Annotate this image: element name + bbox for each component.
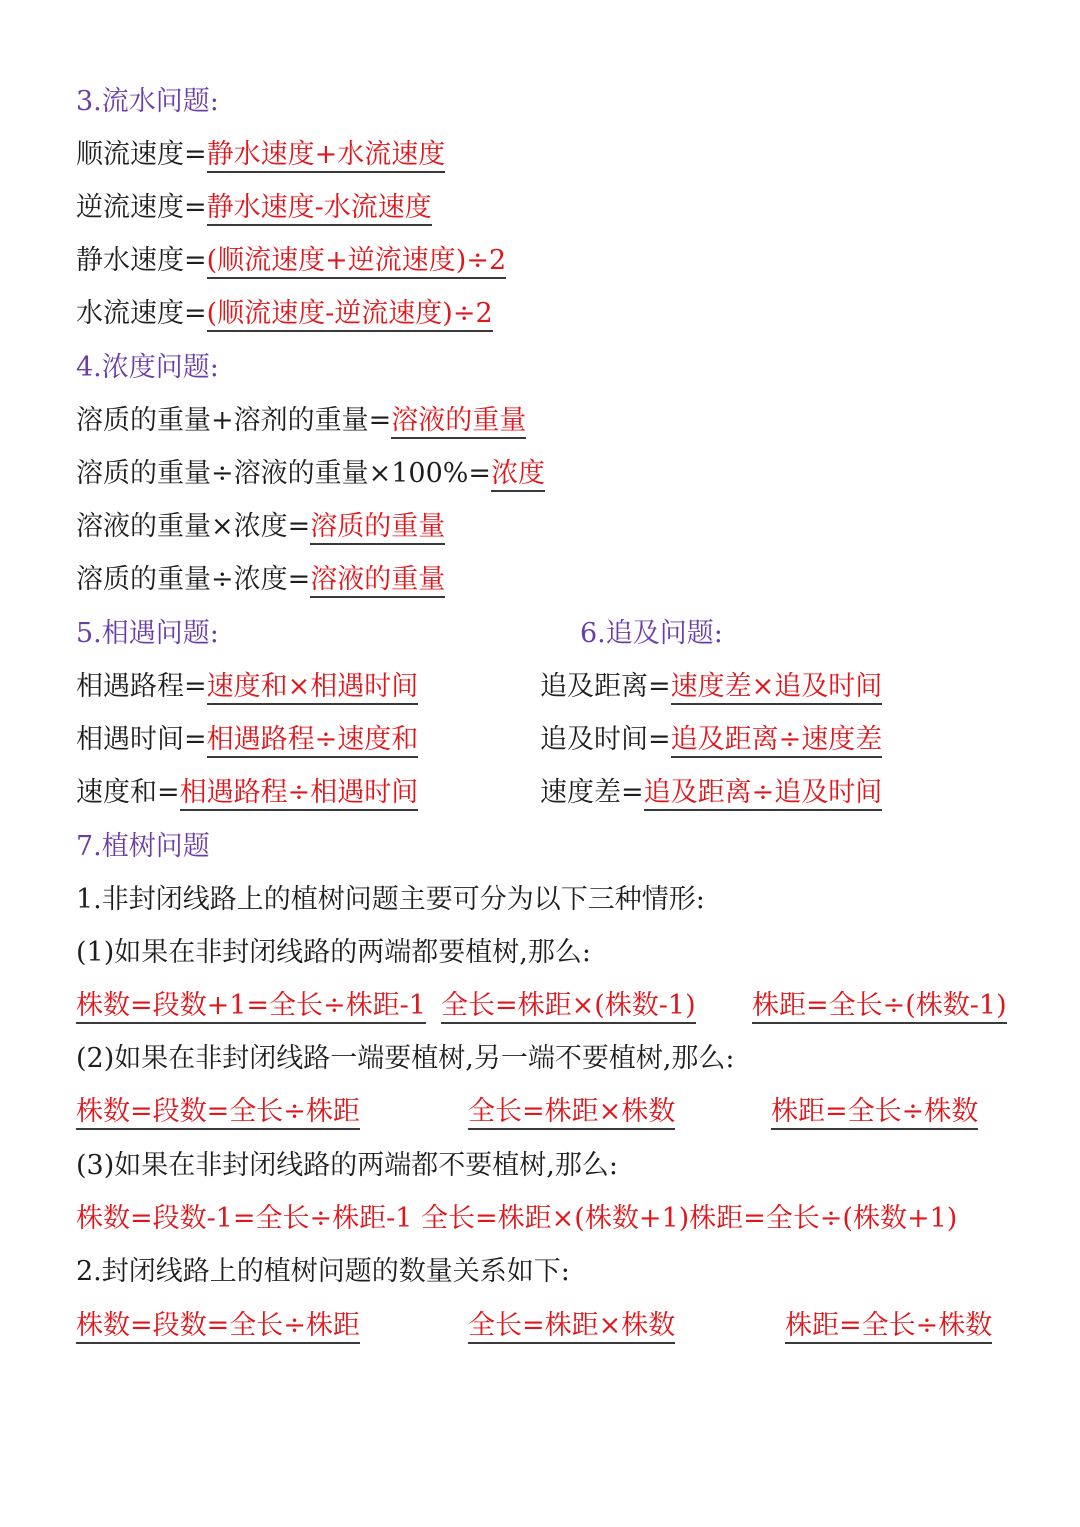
formula-answer: 速度和×相遇时间 [207, 671, 419, 705]
formula-row [76, 562, 445, 598]
formula-row [76, 190, 432, 226]
formula-row [76, 509, 445, 545]
formula-label: 静水速度= [76, 245, 207, 276]
paragraph: (3)如果在非封闭线路的两端都不要植树,那么: [76, 1150, 618, 1181]
formula-answer: 株数=段数+1=全长÷株距-1 [76, 990, 426, 1024]
formula-answer: 静水速度-水流速度 [207, 192, 432, 226]
section-7-title: 7.植树问题 [76, 831, 210, 862]
formula-label: 速度和= [76, 777, 180, 808]
formula-label: 追及距离= [540, 671, 671, 702]
formula-label: 追及时间= [540, 724, 671, 755]
formula-cell [468, 1094, 675, 1130]
formula-answer: 溶质的重量 [310, 511, 445, 545]
paragraph: 1.非封闭线路上的植树问题主要可分为以下三种情形: [76, 884, 705, 915]
paragraph: 2.封闭线路上的植树问题的数量关系如下: [76, 1256, 570, 1287]
formula-label: 水流速度= [76, 298, 207, 329]
formula-answer: 株距=全长÷(株数-1) [752, 990, 1007, 1024]
formula-answer: 追及距离÷追及时间 [644, 777, 883, 811]
formula-answer: 速度差×追及时间 [671, 671, 883, 705]
formula-row [76, 669, 418, 705]
formula-cell [752, 988, 1007, 1024]
formula-row [76, 775, 418, 811]
formula-answer: 株数=段数=全长÷株距 [76, 1096, 360, 1130]
formula-answer: 株距=全长÷株数 [785, 1310, 992, 1344]
formula-label: 相遇时间= [76, 724, 207, 755]
formula-row [76, 722, 418, 758]
section-4-title: 4.浓度问题: [76, 352, 219, 383]
formula-answer: 相遇路程÷相遇时间 [180, 777, 419, 811]
formula-answer: (顺流速度+逆流速度)÷2 [207, 245, 507, 279]
formula-answer: 溶液的重量 [310, 564, 445, 598]
formula-row [76, 296, 493, 332]
formula-cell [468, 1308, 675, 1344]
formula-line: 株数=段数-1=全长÷株距-1 全长=株距×(株数+1)株距=全长÷(株数+1) [76, 1203, 958, 1234]
formula-answer: 全长=株距×株数 [468, 1096, 675, 1130]
formula-answer: 静水速度+水流速度 [207, 139, 446, 173]
formula-row [76, 456, 545, 492]
formula-cell [771, 1094, 978, 1130]
formula-cell [76, 1094, 360, 1130]
formula-label: 溶质的重量+溶剂的重量= [76, 405, 392, 436]
formula-cell [76, 988, 426, 1024]
formula-label: 逆流速度= [76, 192, 207, 223]
formula-cell [76, 1308, 360, 1344]
section-3-title: 3.流水问题: [76, 86, 219, 117]
formula-answer: 株距=全长÷株数 [771, 1096, 978, 1130]
formula-label: 溶质的重量÷溶液的重量×100%= [76, 458, 492, 489]
paragraph: (1)如果在非封闭线路的两端都要植树,那么: [76, 937, 591, 968]
formula-answer: 溶液的重量 [391, 405, 526, 439]
formula-label: 顺流速度= [76, 139, 207, 170]
formula-answer: 追及距离÷速度差 [671, 724, 883, 758]
formula-row [540, 722, 882, 758]
formula-answer: 全长=株距×株数 [468, 1310, 675, 1344]
section-5-title: 5.相遇问题: [76, 618, 219, 649]
formula-label: 相遇路程= [76, 671, 207, 702]
formula-cell [441, 988, 696, 1024]
formula-answer: 全长=株距×(株数-1) [441, 990, 696, 1024]
formula-cell [785, 1308, 992, 1344]
formula-answer: 相遇路程÷速度和 [207, 724, 419, 758]
formula-row [540, 669, 882, 705]
formula-row [76, 137, 445, 173]
formula-label: 溶液的重量×浓度= [76, 511, 311, 542]
formula-label: 速度差= [540, 777, 644, 808]
paragraph: (2)如果在非封闭线路一端要植树,另一端不要植树,那么: [76, 1043, 735, 1074]
formula-answer: 浓度 [491, 458, 545, 492]
formula-row [76, 403, 526, 439]
formula-label: 溶质的重量÷浓度= [76, 564, 311, 595]
formula-row [540, 775, 882, 811]
formula-answer: 株数=段数=全长÷株距 [76, 1310, 360, 1344]
formula-row [76, 243, 506, 279]
section-6-title: 6.追及问题: [580, 618, 723, 649]
formula-answer: (顺流速度-逆流速度)÷2 [207, 298, 493, 332]
